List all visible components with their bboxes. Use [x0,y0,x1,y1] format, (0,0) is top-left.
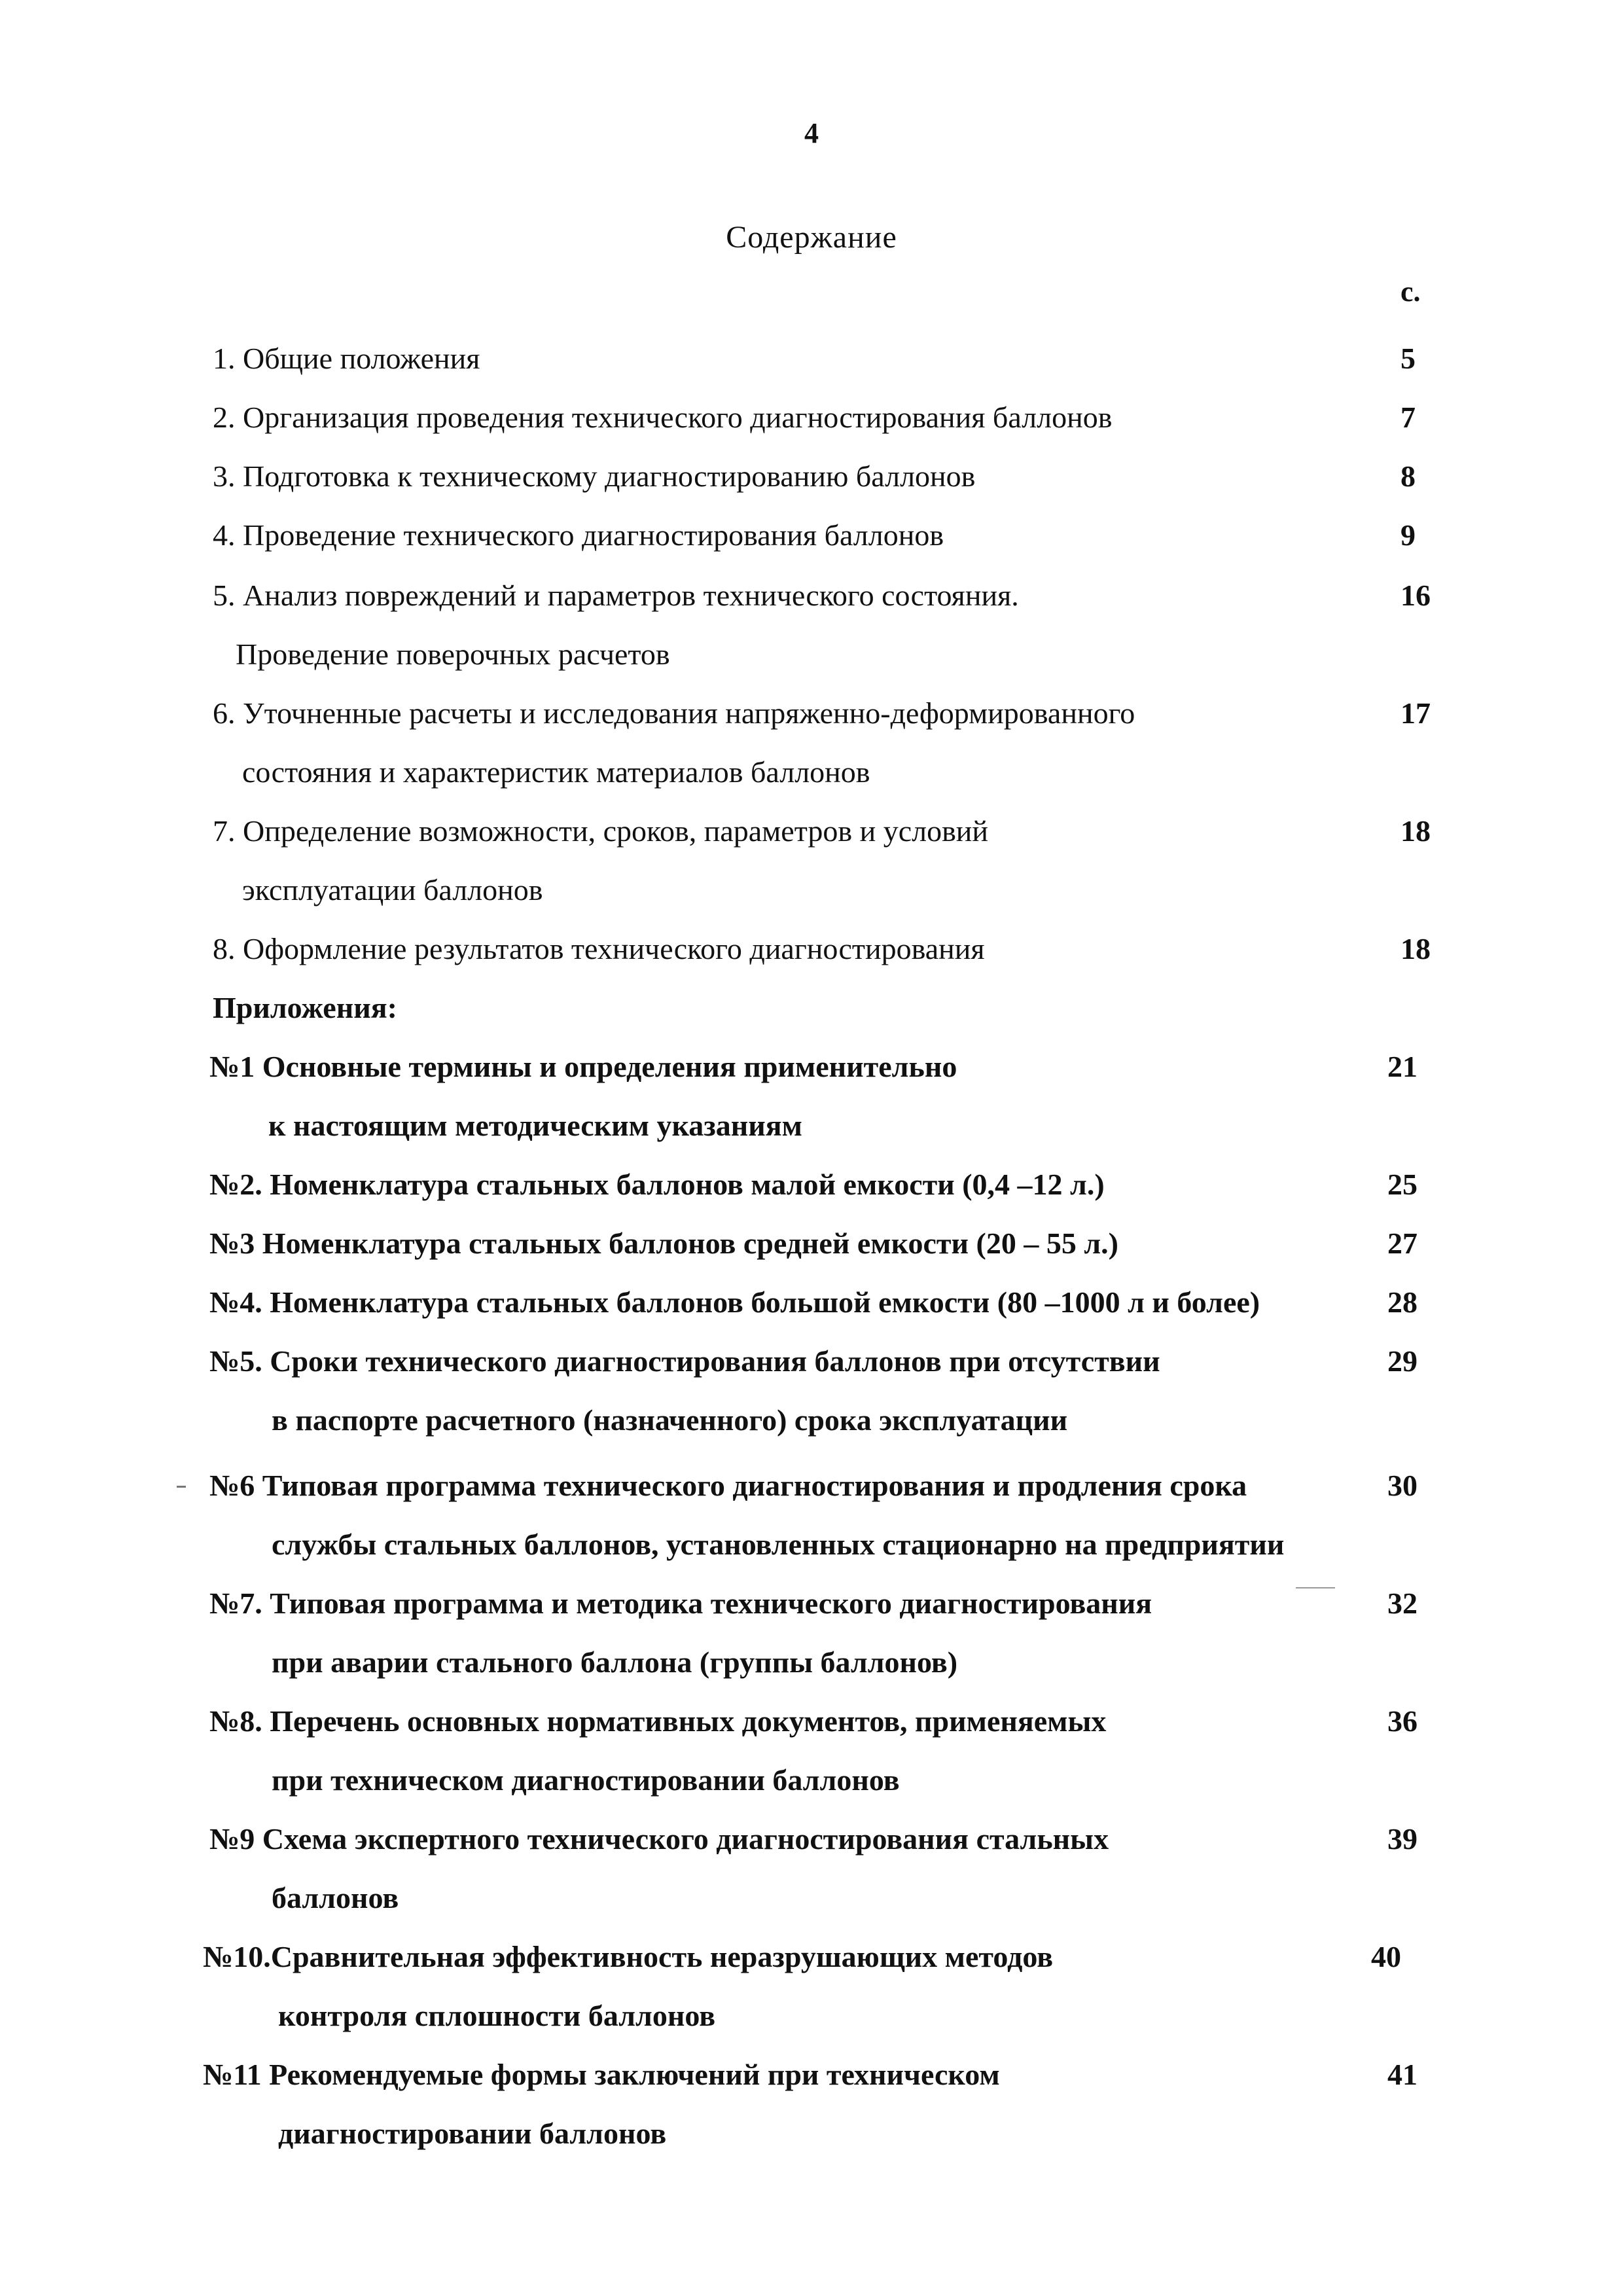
toc-page-number: 7 [1400,401,1416,434]
toc-page-number: 9 [1400,518,1416,552]
toc-line: 2. Организация проведения технического диагностирования баллонов [213,401,1113,434]
toc-line-continued: баллонов [272,1881,399,1914]
toc-line: 3. Подготовка к техническому диагностированию баллонов [213,459,976,493]
toc-line: 6. Уточненные расчеты и исследования напряженно-деформированного [213,696,1135,730]
toc-line: 8. Оформление результатов технического диагностирования [213,932,985,965]
page-number: 4 [804,117,819,149]
scan-mark [1296,1587,1335,1588]
toc-line-continued: к настоящим методическим указаниям [268,1109,802,1142]
toc-page-number: 28 [1387,1285,1418,1319]
toc-page-number: 17 [1400,696,1431,730]
toc-line-continued: службы стальных баллонов, установленных стационарно на предприятии [272,1528,1285,1561]
toc-page-number: 30 [1387,1469,1418,1502]
appendices-heading: Приложения: [213,991,397,1024]
toc-line-continued: в паспорте расчетного (назначенного) срока эксплуатации [272,1403,1068,1437]
toc-line: №10.Сравнительная эффективность неразрушающих методов [203,1940,1054,1973]
toc-line: №1 Основные термины и определения применительно [209,1050,957,1083]
toc-line: 1. Общие положения [213,342,480,375]
toc-line-continued: диагностировании баллонов [278,2117,667,2150]
toc-line: 4. Проведение технического диагностирования баллонов [213,518,944,552]
toc-page-number: 25 [1387,1168,1418,1201]
toc-page-number: 21 [1387,1050,1418,1083]
toc-page-number: 5 [1400,342,1416,375]
toc-page-number: 29 [1387,1344,1418,1378]
toc-line: №8. Перечень основных нормативных документов, применяемых [209,1704,1107,1738]
toc-line-continued: контроля сплошности баллонов [278,1999,716,2032]
toc-page-number: 16 [1400,579,1431,612]
toc-line: №11 Рекомендуемые формы заключений при техническом [203,2058,1000,2091]
toc-line: №7. Типовая программа и методика технического диагностирования [209,1587,1152,1620]
toc-line-continued: эксплуатации баллонов [242,873,543,906]
toc-line-continued: Проведение поверочных расчетов [236,637,670,671]
toc-line: №4. Номенклатура стальных баллонов большой емкости (80 –1000 л и более) [209,1285,1260,1319]
toc-line: 5. Анализ повреждений и параметров технического состояния. [213,579,1019,612]
toc-page-number: 40 [1371,1940,1401,1973]
toc-line: №5. Сроки технического диагностирования баллонов при отсутствии [209,1344,1160,1378]
toc-line: 7. Определение возможности, сроков, параметров и условий [213,814,989,848]
page-column-label: с. [1400,276,1421,308]
toc-page-number: 41 [1387,2058,1418,2091]
toc-line: №6 Типовая программа технического диагностирования и продления срока [209,1469,1247,1502]
toc-line: №2. Номенклатура стальных баллонов малой емкости (0,4 –12 л.) [209,1168,1105,1201]
toc-page-number: 18 [1400,932,1431,965]
toc-line: №9 Схема экспертного технического диагностирования стальных [209,1822,1109,1856]
toc-line-continued: при техническом диагностировании баллонов [272,1763,900,1797]
page-title: Содержание [726,220,897,255]
toc-page-number: 39 [1387,1822,1418,1856]
toc-page-number: 32 [1387,1587,1418,1620]
toc-line: №3 Номенклатура стальных баллонов средней емкости (20 – 55 л.) [209,1227,1118,1260]
toc-page-number: 27 [1387,1227,1418,1260]
toc-page-number: 8 [1400,459,1416,493]
scan-mark [177,1486,186,1488]
toc-line-continued: при аварии стального баллона (группы баллонов) [272,1645,958,1679]
toc-page-number: 36 [1387,1704,1418,1738]
toc-page-number: 18 [1400,814,1431,848]
toc-line-continued: состояния и характеристик материалов баллонов [242,755,870,789]
